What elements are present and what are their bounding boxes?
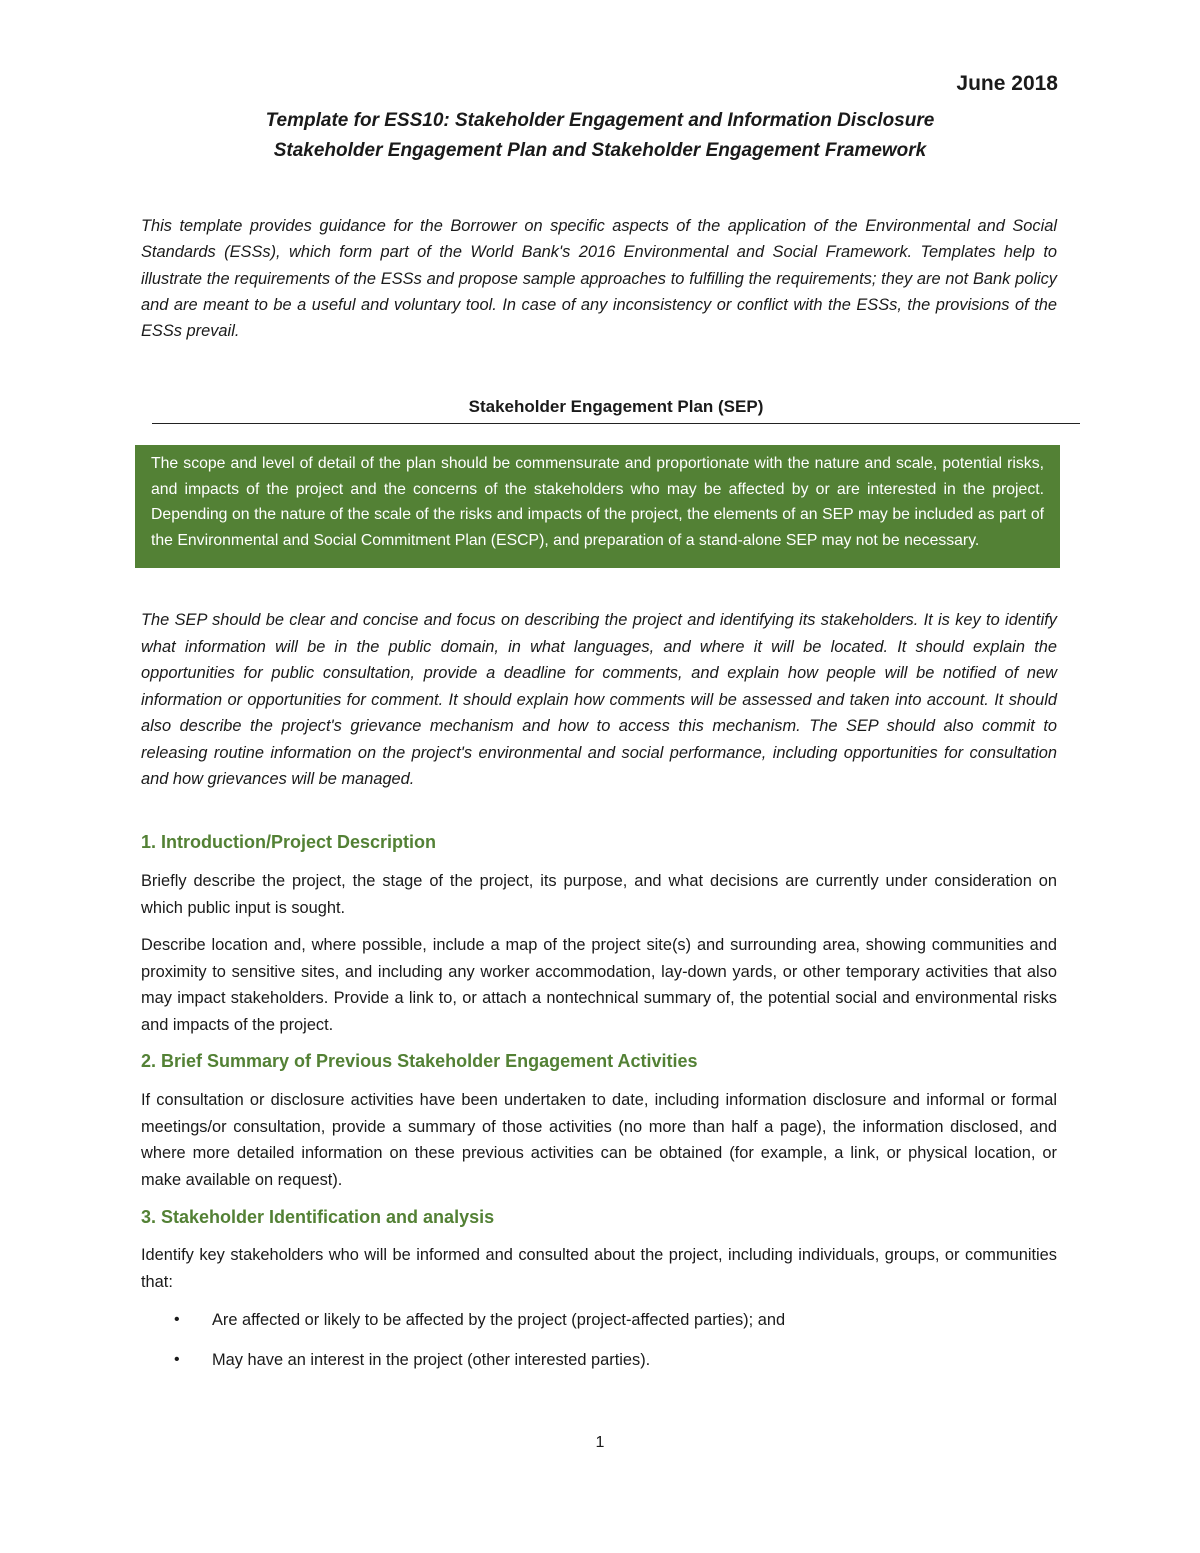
section-2-heading: 2. Brief Summary of Previous Stakeholder Engagement Activities bbox=[141, 1051, 698, 1071]
stakeholder-bullet-list bbox=[141, 1307, 1057, 1387]
list-item bbox=[141, 1307, 1057, 1333]
document-date: June 2018 bbox=[956, 72, 1058, 95]
sep-description: The SEP should be clear and concise and focus on describing the project and identifying its stakeholders. It is key to identify what information will be in the public domain, in what languages, and where it will be located. It should explain the opportunities for public consultation, provide a deadline for comments, and explain how people will be notified of new information or opportunities for comment. It should explain how comments will be assessed and taken into account. It should also describe the project's grievance mechanism and how to access this mechanism. The SEP should also commit to releasing routine information on the project's environmental and social performance, including opportunities for consultation and how grievances will be managed. bbox=[141, 611, 1057, 788]
list-item-text: Are affected or likely to be affected by the project (project-affected parties); and bbox=[212, 1311, 786, 1329]
section-1-heading: 1. Introduction/Project Description bbox=[141, 832, 437, 852]
bullet-icon: • bbox=[174, 1351, 180, 1368]
title-line-1: Template for ESS10: Stakeholder Engagement and Information Disclosure bbox=[265, 110, 935, 131]
section-1-paragraph-2: Describe location and, where possible, include a map of the project site(s) and surrounding area, showing communities and proximity to sensitive sites, and including any worker accommodation, lay-down yards, or other temporary activities that also may impact stakeholders. Provide a link to, or attach a nontechnical summary of, the potential social and environmental risks and impacts of the project. bbox=[141, 936, 1057, 1034]
section-3-paragraph-1: Identify key stakeholders who will be informed and consulted about the project, including individuals, groups, or communities that: bbox=[141, 1246, 1057, 1291]
sep-callout-box: The scope and level of detail of the plan should be commensurate and proportionate with the nature and scale, potential risks, and impacts of the project and the concerns of the stakeholders who may be affected by or are interested in the project. Depending on the nature of the scale of the risks and impacts of the project, the elements of an SEP may be included as part of the Environmental and Social Commitment Plan (ESCP), and preparation of a stand-alone SEP may not be necessary. bbox=[135, 445, 1060, 568]
bullet-icon: • bbox=[174, 1311, 180, 1328]
section-3-heading: 3. Stakeholder Identification and analysis bbox=[141, 1207, 495, 1227]
section-2-paragraph-1: If consultation or disclosure activities have been undertaken to date, including information disclosure and informal or formal meetings/or consultation, provide a summary of those activities (no more than half a page), the information disclosed, and where more detailed information on these previous activities can be obtained (for example, a link, or physical location, or make available on request). bbox=[141, 1091, 1057, 1189]
list-item-text: May have an interest in the project (other interested parties). bbox=[212, 1351, 651, 1369]
section-1-paragraph-1: Briefly describe the project, the stage of the project, its purpose, and what decisions are currently under consideration on which public input is sought. bbox=[141, 872, 1057, 917]
document-title bbox=[140, 106, 1060, 166]
sep-heading: Stakeholder Engagement Plan (SEP) bbox=[152, 393, 1080, 424]
list-item bbox=[141, 1347, 1057, 1373]
title-line-2: Stakeholder Engagement Plan and Stakeholder Engagement Framework bbox=[273, 140, 927, 161]
page-number: 1 bbox=[595, 1434, 605, 1451]
intro-paragraph: This template provides guidance for the Borrower on specific aspects of the application of the Environmental and Social Standards (ESSs), which form part of the World Bank's 2016 Environmental and Social Framework. Templates help to illustrate the requirements of the ESSs and propose sample approaches to fulfilling the requirements; they are not Bank policy and are meant to be a useful and voluntary tool. In case of any inconsistency or conflict with the ESSs, the provisions of the ESSs prevail. bbox=[141, 217, 1057, 341]
